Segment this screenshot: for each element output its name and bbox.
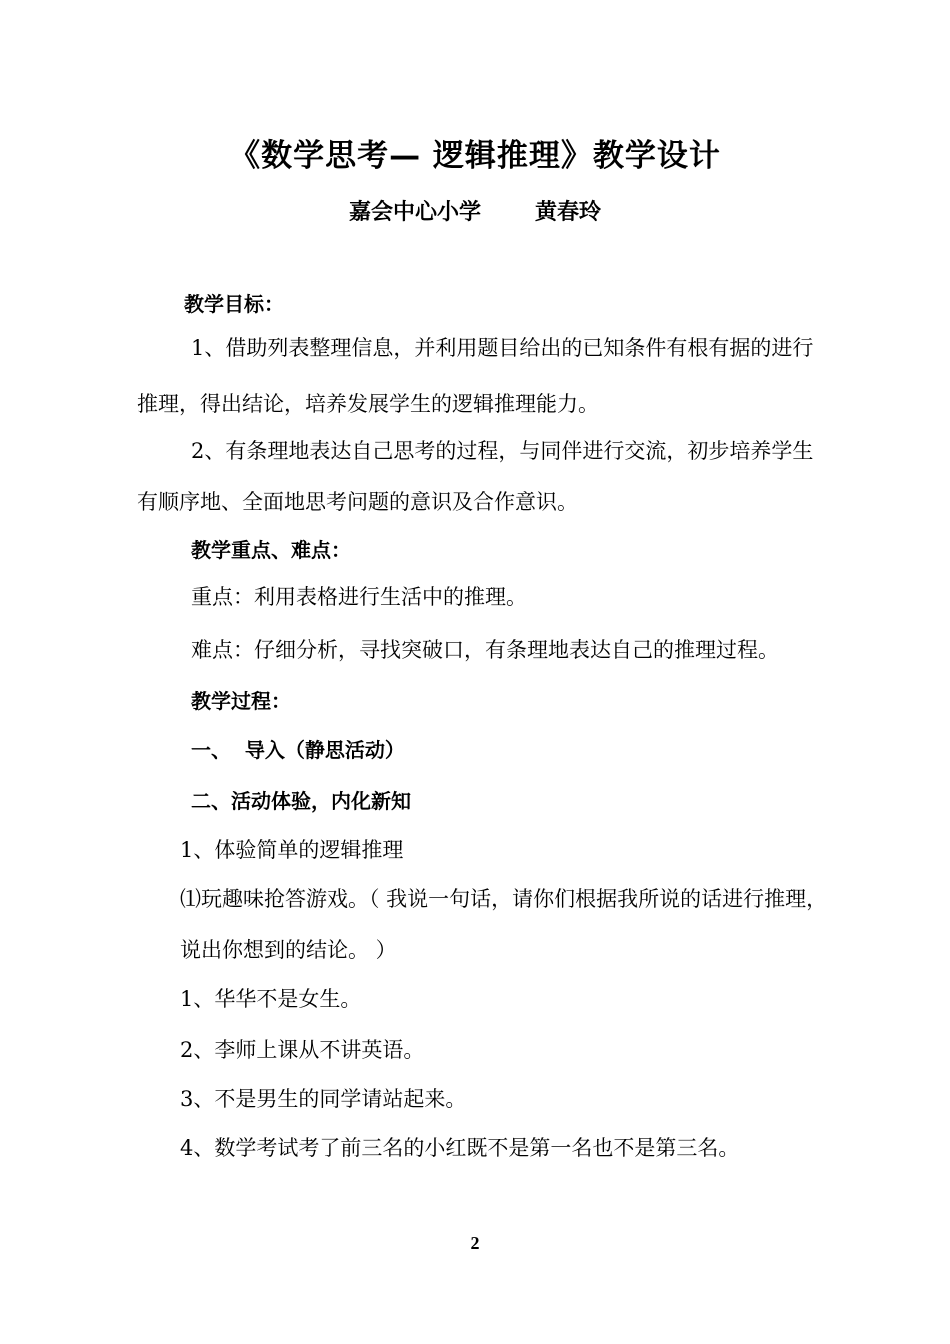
game-line-1: ⑴玩趣味抢答游戏。（ 我说一句话，请你们根据我所说的话进行推理， bbox=[180, 887, 828, 911]
page-number: 2 bbox=[470, 1233, 480, 1253]
process-heading: 教学过程： bbox=[191, 689, 291, 713]
author-name: 黄春玲 bbox=[535, 200, 602, 225]
statement-2: 2、李师上课从不讲英语。 bbox=[180, 1038, 425, 1062]
statement-4: 4、数学考试考了前三名的小红既不是第一名也不是第三名。 bbox=[180, 1136, 740, 1160]
objective-2-line-1: 2、有条理地表达自己思考的过程，与同伴进行交流，初步培养学生 bbox=[191, 439, 814, 463]
author-line bbox=[0, 198, 950, 228]
objective-2-line-2: 有顺序地、全面地思考问题的意识及合作意识。 bbox=[137, 490, 578, 514]
statement-1: 1、华华不是女生。 bbox=[180, 987, 362, 1011]
objective-1-line-2: 推理，得出结论，培养发展学生的逻辑推理能力。 bbox=[137, 392, 599, 416]
document-title: 《数学思考— 逻辑推理》教学设计 bbox=[229, 138, 721, 174]
game-line-2: 说出你想到的结论。 ） bbox=[180, 938, 397, 962]
difficult-point: 难点：仔细分析，寻找突破口，有条理地表达自己的推理过程。 bbox=[191, 638, 779, 662]
key-points-heading: 教学重点、难点： bbox=[191, 538, 351, 562]
objectives-heading: 教学目标： bbox=[184, 292, 284, 316]
school-name: 嘉会中心小学 bbox=[348, 200, 481, 225]
section-2-heading: 二、活动体验，内化新知 bbox=[191, 789, 411, 813]
objective-1-line-1: 1、借助列表整理信息，并利用题目给出的已知条件有根有据的进行 bbox=[191, 336, 814, 360]
statement-3: 3、不是男生的同学请站起来。 bbox=[180, 1087, 467, 1111]
subsection-1: 1、体验简单的逻辑推理 bbox=[180, 838, 404, 862]
key-point: 重点：利用表格进行生活中的推理。 bbox=[191, 585, 527, 609]
section-1-heading: 一、 导入（静思活动） bbox=[191, 738, 405, 762]
